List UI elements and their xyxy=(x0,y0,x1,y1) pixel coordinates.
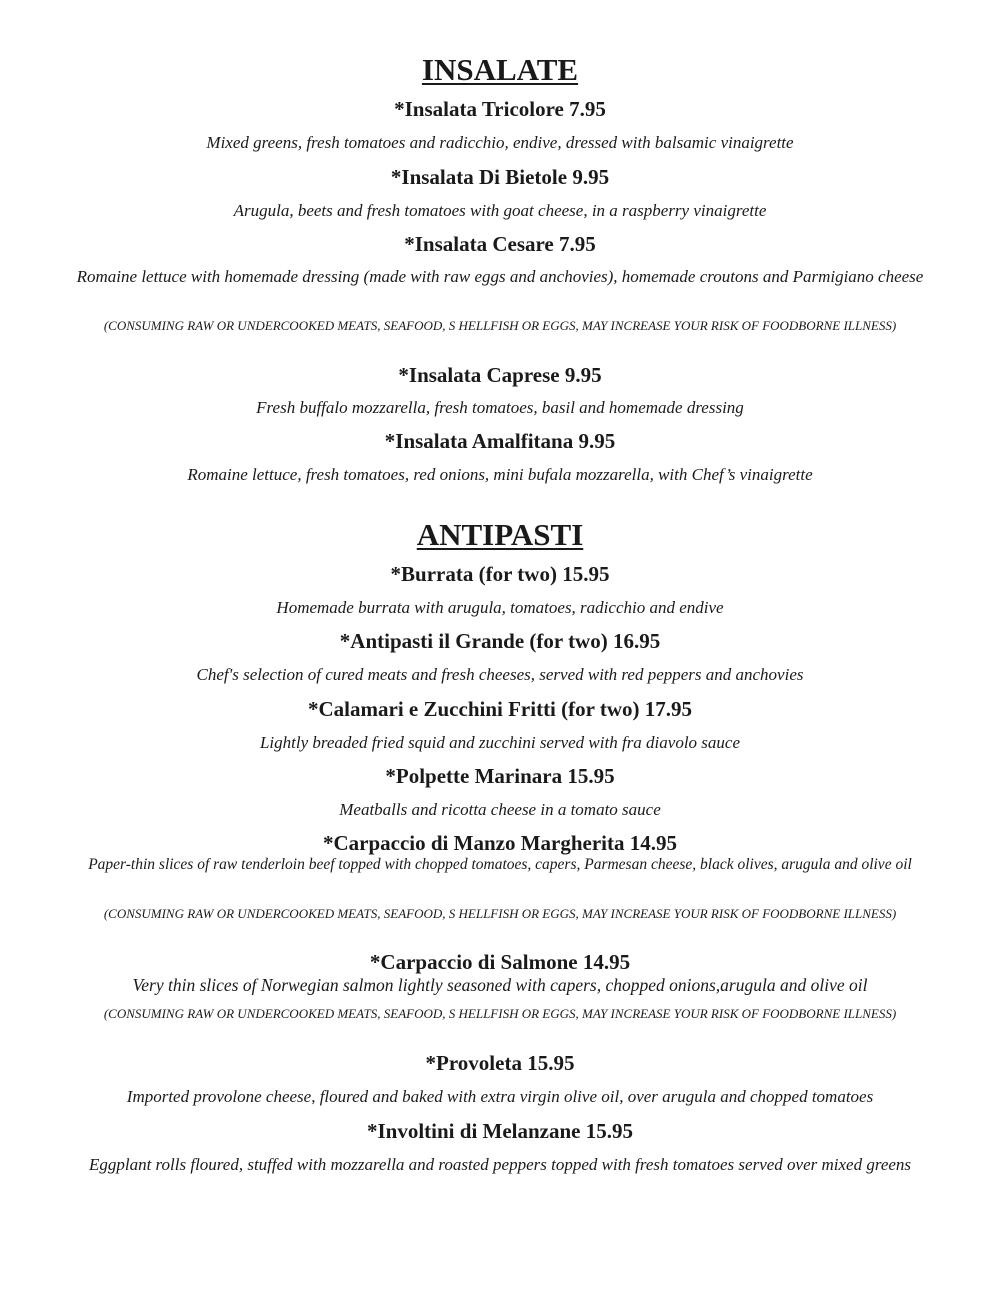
food-safety-warning: (CONSUMING RAW OR UNDERCOOKED MEATS, SEAFOOD, S HELLFISH OR EGGS, MAY INCREASE YOUR RISK OF FOODBORNE ILLNESS) xyxy=(103,906,897,921)
item-title: *Carpaccio di Manzo Margherita 14.95 xyxy=(322,831,678,855)
item-description: Meatballs and ricotta cheese in a tomato sauce xyxy=(339,800,661,819)
item-description: Fresh buffalo mozzarella, fresh tomatoes, basil and homemade dressing xyxy=(256,398,744,417)
item-title: *Provoleta 15.95 xyxy=(425,1051,575,1075)
item-description: Romaine lettuce, fresh tomatoes, red onions, mini bufala mozzarella, with Chef’s vinaigrette xyxy=(187,465,813,484)
item-title: *Antipasti il Grande (for two) 16.95 xyxy=(339,629,661,653)
item-title: *Involtini di Melanzane 15.95 xyxy=(366,1119,634,1143)
item-description: Mixed greens, fresh tomatoes and radicchio, endive, dressed with balsamic vinaigrette xyxy=(206,133,794,152)
item-description: Paper-thin slices of raw tenderloin beef topped with chopped tomatoes, capers, Parmesan cheese, black olives, arugula and olive oil xyxy=(88,856,912,873)
item-title: *Insalata Caprese 9.95 xyxy=(398,363,602,387)
item-description: Very thin slices of Norwegian salmon lightly seasoned with capers, chopped onions,arugula and olive oil xyxy=(132,975,868,995)
item-description: Arugula, beets and fresh tomatoes with goat cheese, in a raspberry vinaigrette xyxy=(233,201,767,220)
section-title-insalate: INSALATE xyxy=(421,52,579,87)
item-description: Eggplant rolls floured, stuffed with mozzarella and roasted peppers topped with fresh tomatoes served over mixed greens xyxy=(88,1155,912,1174)
section-title-antipasti: ANTIPASTI xyxy=(416,517,584,552)
item-title: *Insalata Amalfitana 9.95 xyxy=(384,429,616,453)
item-description: Chef's selection of cured meats and fresh cheeses, served with red peppers and anchovies xyxy=(196,665,804,684)
item-title: *Insalata Cesare 7.95 xyxy=(404,232,596,256)
item-description: Romaine lettuce with homemade dressing (made with raw eggs and anchovies), homemade croutons and Parmigiano cheese xyxy=(76,267,924,286)
item-title: *Carpaccio di Salmone 14.95 xyxy=(369,950,631,974)
food-safety-warning: (CONSUMING RAW OR UNDERCOOKED MEATS, SEAFOOD, S HELLFISH OR EGGS, MAY INCREASE YOUR RISK OF FOODBORNE ILLNESS) xyxy=(103,318,897,333)
item-title: *Insalata Di Bietole 9.95 xyxy=(390,165,610,189)
item-title: *Burrata (for two) 15.95 xyxy=(390,562,610,586)
item-description: Imported provolone cheese, floured and baked with extra virgin olive oil, over arugula and chopped tomatoes xyxy=(126,1087,874,1106)
item-description: Homemade burrata with arugula, tomatoes, radicchio and endive xyxy=(276,598,724,617)
item-title: *Polpette Marinara 15.95 xyxy=(385,764,615,788)
food-safety-warning: (CONSUMING RAW OR UNDERCOOKED MEATS, SEAFOOD, S HELLFISH OR EGGS, MAY INCREASE YOUR RISK OF FOODBORNE ILLNESS) xyxy=(103,1006,897,1021)
item-description: Lightly breaded fried squid and zucchini served with fra diavolo sauce xyxy=(259,733,741,752)
item-title: *Insalata Tricolore 7.95 xyxy=(394,97,606,121)
item-title: *Calamari e Zucchini Fritti (for two) 17.95 xyxy=(308,697,692,721)
